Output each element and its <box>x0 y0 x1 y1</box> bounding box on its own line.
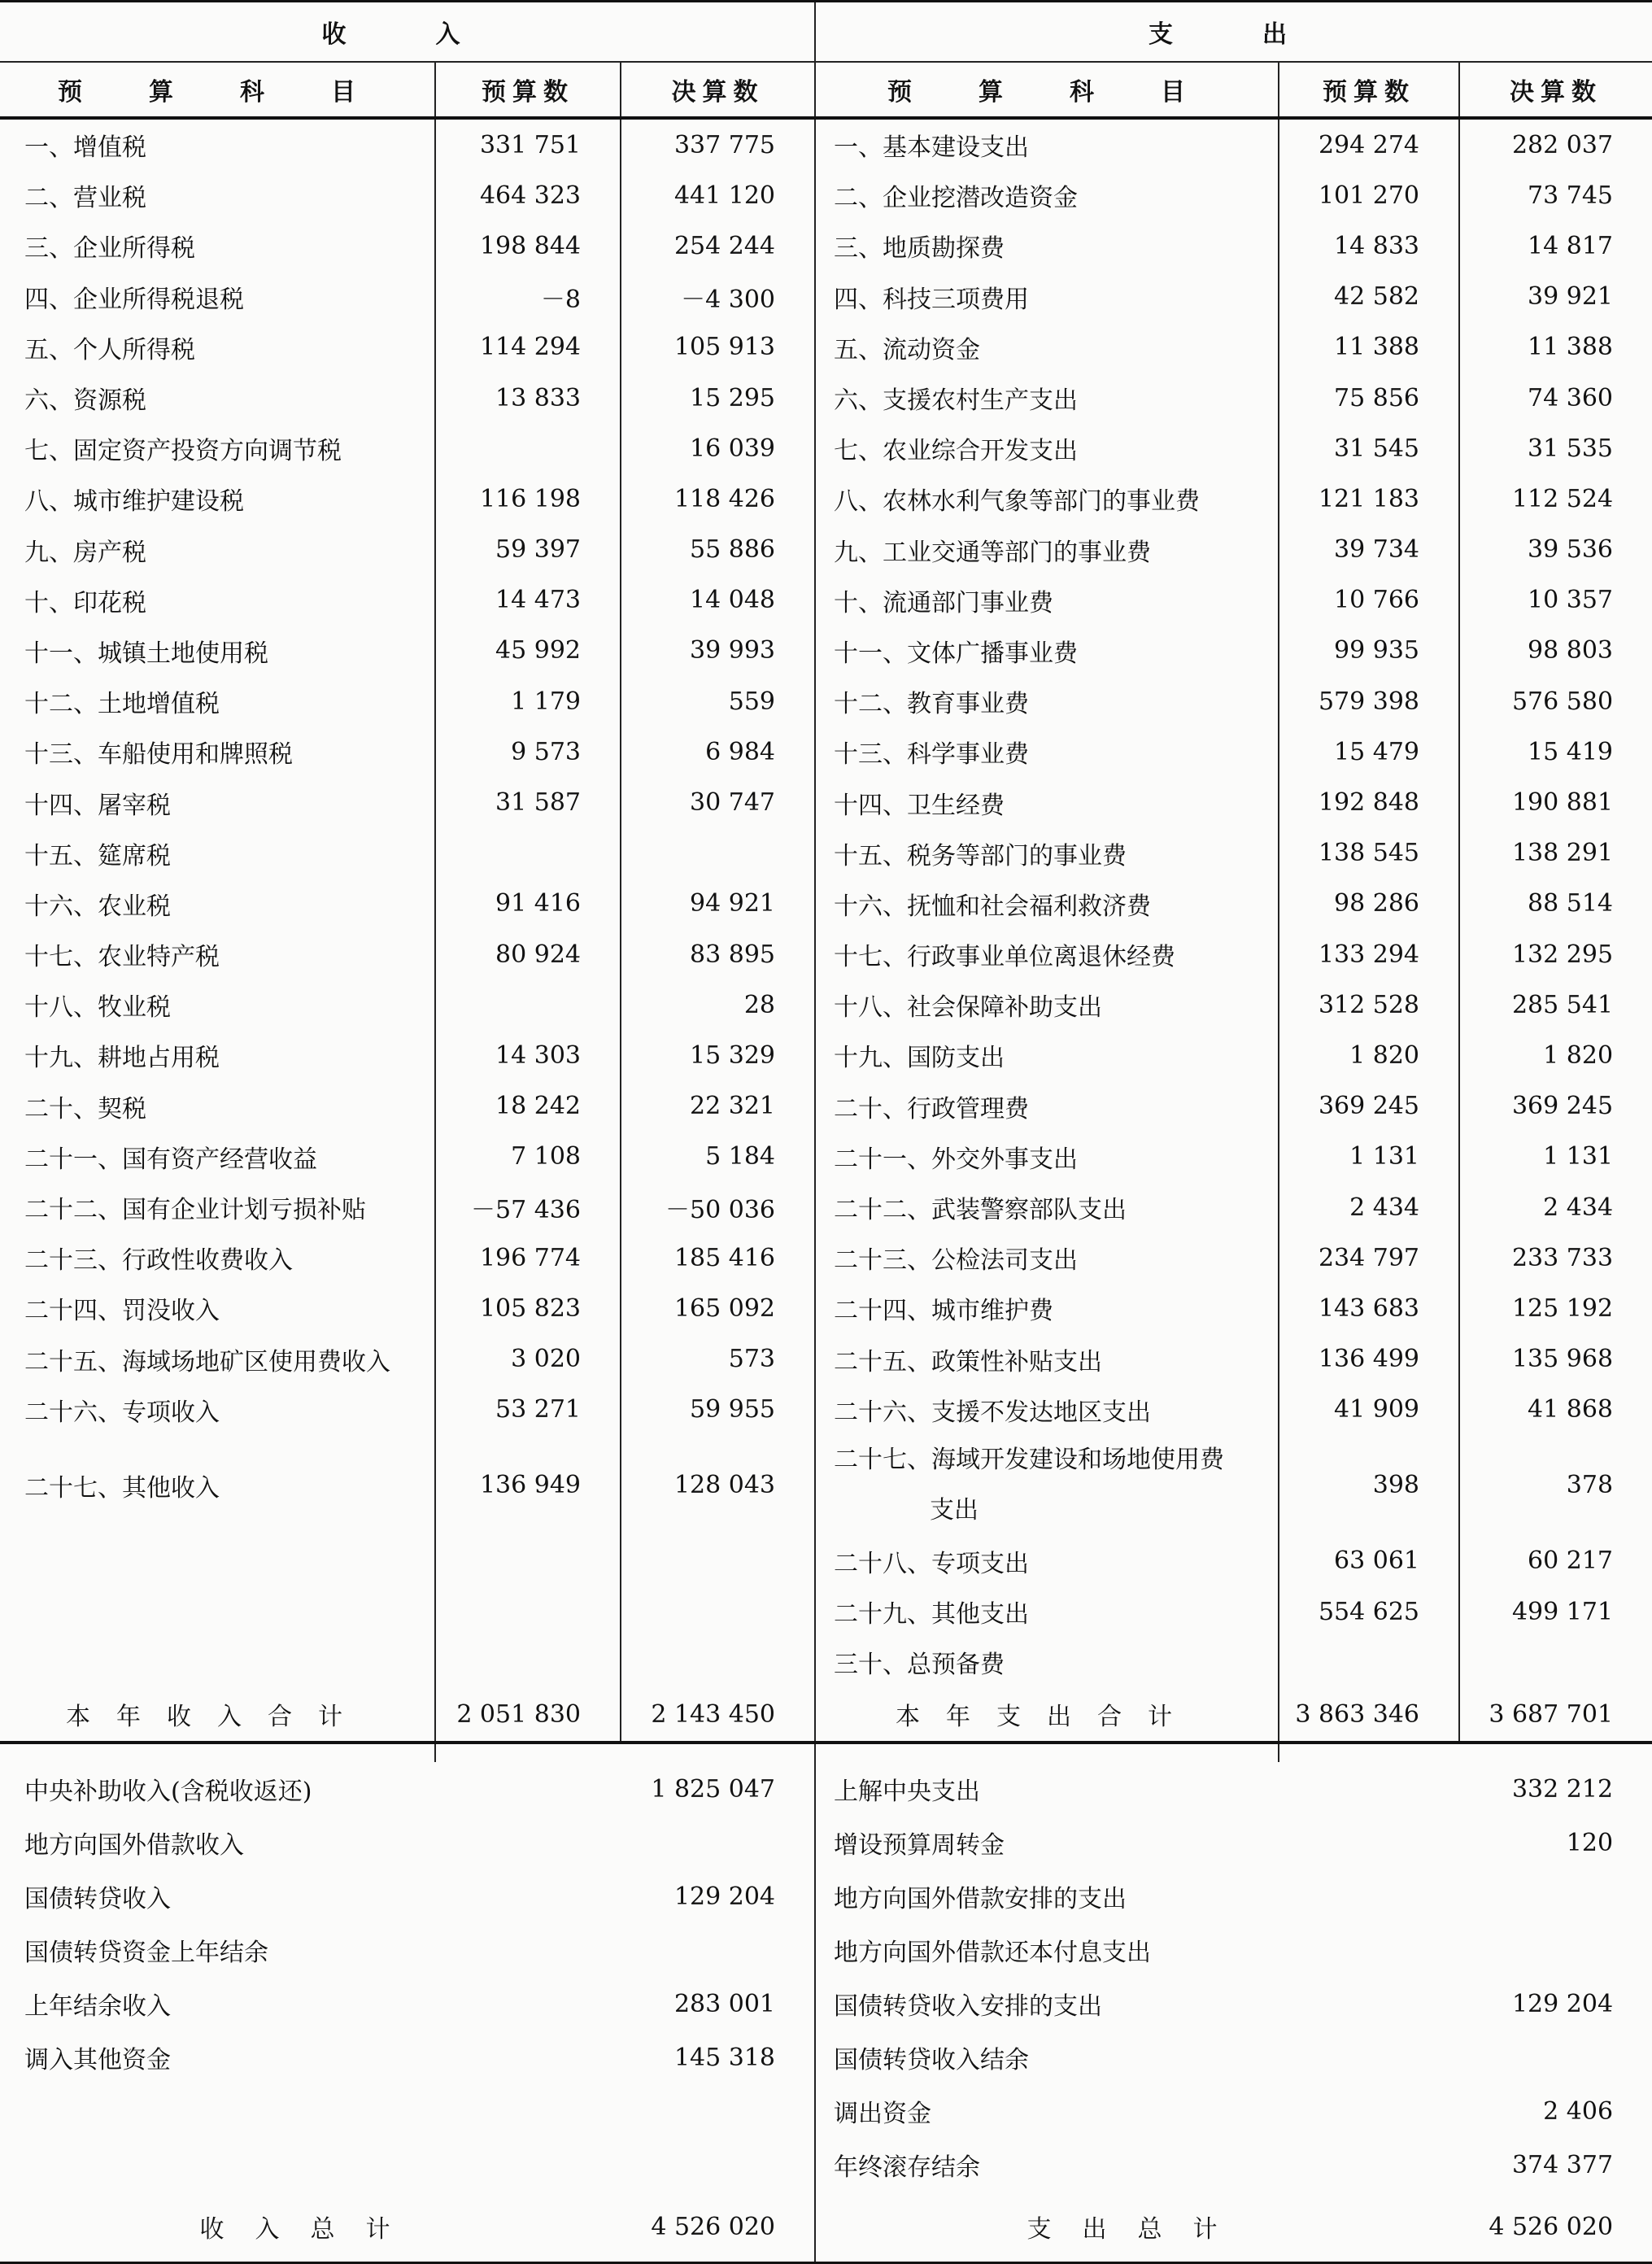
expenditure-final-value: 1 820 <box>1543 1040 1614 1070</box>
expenditure-section-title: 支 出 <box>815 2 1652 63</box>
expenditure-budget-value: 398 <box>1279 1435 1459 1536</box>
expenditure-final-value: 14 817 <box>1528 231 1614 260</box>
income-final-value: 128 043 <box>621 1435 815 1536</box>
income-final-value: 165 092 <box>621 1283 815 1333</box>
expenditure-budget-value: 14 833 <box>1279 220 1459 271</box>
table-row <box>0 1637 1652 1687</box>
income-item-name: 十三、车船使用和牌照税 <box>0 726 435 777</box>
expenditure-final-value: 88 514 <box>1528 889 1614 918</box>
expenditure-transfer-value <box>1459 2031 1652 2084</box>
table-row <box>0 575 1652 626</box>
income-budget-value: 91 416 <box>435 879 621 929</box>
income-budget-value: －8 <box>435 272 621 322</box>
income-final-value: 30 747 <box>621 777 815 827</box>
income-budget-value <box>435 1586 621 1637</box>
expenditure-budget-value: 98 286 <box>1279 879 1459 929</box>
expenditure-final-value: 31 535 <box>1528 434 1614 463</box>
expenditure-final-value: 74 360 <box>1528 383 1614 412</box>
spacer <box>815 1743 1279 1762</box>
income-budget-value: 9 573 <box>435 726 621 777</box>
income-budget-value: 136 949 <box>435 1435 621 1536</box>
expenditure-final-value: 285 541 <box>1511 990 1614 1019</box>
income-transfer-name <box>0 2138 621 2192</box>
expenditure-budget-value: 234 797 <box>1279 1232 1459 1283</box>
income-total-budget: 2 051 830 <box>435 1687 621 1743</box>
income-final-value: 6 984 <box>621 726 815 777</box>
expenditure-final-value: 60 217 <box>1528 1546 1614 1576</box>
income-item-name: 十七、农业特产税 <box>0 929 435 979</box>
table-row <box>0 118 1652 170</box>
expenditure-budget-value: 11 388 <box>1279 322 1459 373</box>
income-budget-value: 59 397 <box>435 525 621 575</box>
income-budget-value: 14 303 <box>435 1030 621 1080</box>
income-transfer-name: 国债转贷收入 <box>24 1885 171 1914</box>
expenditure-budget-value: 312 528 <box>1279 979 1459 1030</box>
expenditure-budget-value: 75 856 <box>1279 373 1459 423</box>
expenditure-budget-value: 136 499 <box>1279 1334 1459 1385</box>
spacer <box>0 1743 435 1762</box>
expenditure-budget-value: 554 625 <box>1279 1586 1459 1637</box>
income-transfer-name: 中央补助收入(含税收返还) <box>24 1778 312 1807</box>
income-item-name: 二十、契税 <box>0 1081 435 1132</box>
income-transfer-name: 国债转贷资金上年结余 <box>24 1939 268 1968</box>
expenditure-item-name: 九、工业交通等部门的事业费 <box>815 525 1279 575</box>
income-final-value: 14 048 <box>621 575 815 626</box>
spacer-row <box>0 1743 1652 1762</box>
expenditure-final-value: 10 357 <box>1528 586 1614 615</box>
expenditure-item-name: 八、农林水利气象等部门的事业费 <box>815 473 1279 524</box>
income-item-name: 四、企业所得税退税 <box>0 272 435 322</box>
income-final-value: 441 120 <box>621 170 815 220</box>
income-item-name: 五、个人所得税 <box>0 322 435 373</box>
expenditure-item-name: 二十三、公检法司支出 <box>815 1232 1279 1283</box>
expenditure-final-value: 132 295 <box>1511 940 1614 969</box>
expenditure-transfer-value: 2 406 <box>1543 2096 1614 2126</box>
spacer <box>1279 1743 1459 1762</box>
expenditure-final-value: 15 419 <box>1528 737 1614 766</box>
table-row <box>0 1536 1652 1586</box>
table-row <box>0 828 1652 879</box>
income-final-value: 16 039 <box>621 423 815 473</box>
expenditure-budget-value: 63 061 <box>1279 1536 1459 1586</box>
income-final-value: 28 <box>621 979 815 1030</box>
income-budget-value: 3 020 <box>435 1334 621 1385</box>
expenditure-budget-value: 579 398 <box>1279 676 1459 726</box>
income-item-name: 二十一、国有资产经营收益 <box>0 1132 435 1182</box>
income-budget-value <box>435 1637 621 1687</box>
table-row <box>0 1132 1652 1182</box>
expenditure-budget-value: 99 935 <box>1279 626 1459 676</box>
table-row <box>0 525 1652 575</box>
expenditure-final-value: 233 733 <box>1511 1243 1614 1272</box>
expenditure-item-name: 七、农业综合开发支出 <box>815 423 1279 473</box>
income-transfer-value: 283 001 <box>621 1977 815 2031</box>
table-row <box>0 676 1652 726</box>
income-item-name <box>0 1586 435 1637</box>
income-final-value: －4 300 <box>621 272 815 322</box>
table-row <box>0 423 1652 473</box>
expenditure-budget-value: 39 734 <box>1279 525 1459 575</box>
transfer-row <box>0 1816 1652 1869</box>
income-item-name: 二十七、其他收入 <box>0 1435 435 1536</box>
transfer-row <box>0 1923 1652 1977</box>
expenditure-budget-value: 138 545 <box>1279 828 1459 879</box>
expenditure-item-name: 二十四、城市维护费 <box>815 1283 1279 1333</box>
income-budget-value <box>435 979 621 1030</box>
table-row <box>0 726 1652 777</box>
income-item-name: 二、营业税 <box>0 170 435 220</box>
income-item-name: 十二、土地增值税 <box>0 676 435 726</box>
income-final-value: 55 886 <box>621 525 815 575</box>
expenditure-item-name: 十四、卫生经费 <box>815 777 1279 827</box>
income-budget-value: 7 108 <box>435 1132 621 1182</box>
expenditure-budget-header: 预算数 <box>1279 62 1459 118</box>
expenditure-transfer-name: 地方向国外借款安排的支出 <box>834 1885 1127 1914</box>
income-item-name: 二十五、海域场地矿区使用费收入 <box>0 1334 435 1385</box>
expenditure-final-header: 决算数 <box>1459 62 1652 118</box>
income-final-value: 337 775 <box>621 118 815 170</box>
income-transfer-name: 地方向国外借款收入 <box>24 1831 244 1860</box>
income-budget-value <box>435 423 621 473</box>
expenditure-final-value: 499 171 <box>1511 1597 1614 1626</box>
income-item-name <box>0 1536 435 1586</box>
income-final-value <box>621 1637 815 1687</box>
expenditure-budget-value: 42 582 <box>1279 272 1459 322</box>
income-transfer-name <box>0 2084 621 2138</box>
expenditure-total-label: 本年支出合计 <box>815 1687 1279 1743</box>
table-row <box>0 1182 1652 1232</box>
income-budget-value <box>435 828 621 879</box>
expenditure-transfer-name: 地方向国外借款还本付息支出 <box>834 1939 1152 1968</box>
transfer-row <box>0 1762 1652 1816</box>
expenditure-item-name-line1: 二十七、海域开发建设和场地使用费 <box>834 1445 1225 1474</box>
expenditure-budget-value: 192 848 <box>1279 777 1459 827</box>
income-budget-value: 198 844 <box>435 220 621 271</box>
table-row <box>0 322 1652 373</box>
expenditure-budget-value: 143 683 <box>1279 1283 1459 1333</box>
expenditure-final-value: 125 192 <box>1511 1293 1614 1323</box>
table-row <box>0 1081 1652 1132</box>
income-final-value: 94 921 <box>621 879 815 929</box>
expenditure-final-value: 282 037 <box>1511 130 1614 159</box>
table-row <box>0 777 1652 827</box>
expenditure-final-value: 11 388 <box>1528 333 1614 362</box>
income-item-name: 十一、城镇土地使用税 <box>0 626 435 676</box>
expenditure-budget-value: 10 766 <box>1279 575 1459 626</box>
income-final-value: 185 416 <box>621 1232 815 1283</box>
expenditure-transfer-value: 120 <box>1566 1828 1614 1857</box>
expenditure-final-value: 39 921 <box>1528 282 1614 312</box>
income-grand-total-value: 4 526 020 <box>621 2192 815 2263</box>
income-final-value: 559 <box>621 676 815 726</box>
expenditure-transfer-value: 332 212 <box>1511 1774 1614 1804</box>
expenditure-item-name: 十一、文体广播事业费 <box>815 626 1279 676</box>
income-final-value: 22 321 <box>621 1081 815 1132</box>
expenditure-item-name: 二十八、专项支出 <box>815 1536 1279 1586</box>
income-item-name: 十九、耕地占用税 <box>0 1030 435 1080</box>
income-final-value: 39 993 <box>621 626 815 676</box>
income-transfer-value: 129 204 <box>621 1869 815 1923</box>
table-row <box>0 473 1652 524</box>
income-transfer-value: 1 825 047 <box>621 1762 815 1816</box>
expenditure-final-value: 1 131 <box>1543 1142 1614 1171</box>
income-item-name: 九、房产税 <box>0 525 435 575</box>
table-row <box>0 1334 1652 1385</box>
transfer-row <box>0 1977 1652 2031</box>
income-final-header: 决算数 <box>621 62 815 118</box>
expenditure-item-name: 六、支援农村生产支出 <box>815 373 1279 423</box>
expenditure-item-name: 十七、行政事业单位离退休经费 <box>815 929 1279 979</box>
expenditure-transfer-name: 国债转贷收入安排的支出 <box>834 1992 1103 2022</box>
income-budget-value <box>435 1536 621 1586</box>
income-transfer-value <box>621 2138 815 2192</box>
expenditure-item-name: 二十二、武装警察部队支出 <box>815 1182 1279 1232</box>
expenditure-item-name: 二十六、支援不发达地区支出 <box>815 1385 1279 1435</box>
expenditure-budget-value <box>1279 1637 1459 1687</box>
expenditure-final-value: 190 881 <box>1511 788 1614 818</box>
transfer-row <box>0 2084 1652 2138</box>
income-item-name: 三、企业所得税 <box>0 220 435 271</box>
expenditure-budget-value: 369 245 <box>1279 1081 1459 1132</box>
expenditure-subject-header: 预 算 科 目 <box>815 62 1279 118</box>
expenditure-item-name: 二、企业挖潜改造资金 <box>815 170 1279 220</box>
income-total-label: 本年收入合计 <box>0 1687 435 1743</box>
expenditure-budget-value: 101 270 <box>1279 170 1459 220</box>
income-final-value: 59 955 <box>621 1385 815 1435</box>
income-final-value <box>621 1536 815 1586</box>
expenditure-transfer-name: 国债转贷收入结余 <box>834 2046 1030 2075</box>
expenditure-item-name: 十、流通部门事业费 <box>815 575 1279 626</box>
income-item-name: 二十三、行政性收费收入 <box>0 1232 435 1283</box>
income-budget-value: 53 271 <box>435 1385 621 1435</box>
income-budget-header: 预算数 <box>435 62 621 118</box>
income-final-value <box>621 828 815 879</box>
income-item-name: 十、印花税 <box>0 575 435 626</box>
expenditure-final-value: 378 <box>1566 1471 1614 1500</box>
expenditure-budget-value: 294 274 <box>1279 118 1459 170</box>
expenditure-transfer-value: 374 377 <box>1511 2150 1614 2179</box>
expenditure-final-value: 138 291 <box>1511 839 1614 868</box>
expenditure-grand-total-value: 4 526 020 <box>1459 2192 1652 2263</box>
expenditure-budget-value: 133 294 <box>1279 929 1459 979</box>
income-item-name: 二十六、专项收入 <box>0 1385 435 1435</box>
expenditure-budget-value: 41 909 <box>1279 1385 1459 1435</box>
transfer-row <box>0 2031 1652 2084</box>
table-row <box>0 220 1652 271</box>
income-budget-value: 1 179 <box>435 676 621 726</box>
table-row <box>0 170 1652 220</box>
income-transfer-value <box>621 1923 815 1977</box>
expenditure-item-name: 二十五、政策性补贴支出 <box>815 1334 1279 1385</box>
income-final-value: 105 913 <box>621 322 815 373</box>
income-item-name: 七、固定资产投资方向调节税 <box>0 423 435 473</box>
spacer <box>621 1743 815 1762</box>
table-row <box>0 1030 1652 1080</box>
expenditure-transfer-name: 上解中央支出 <box>834 1778 981 1807</box>
expenditure-item-name: 十二、教育事业费 <box>815 676 1279 726</box>
expenditure-transfer-value: 129 204 <box>1511 1989 1614 2018</box>
expenditure-item-name: 十六、抚恤和社会福利救济费 <box>815 879 1279 929</box>
income-final-value: 118 426 <box>621 473 815 524</box>
expenditure-final-value: 73 745 <box>1528 181 1614 210</box>
table-row <box>0 373 1652 423</box>
income-budget-value: 114 294 <box>435 322 621 373</box>
income-final-value: 254 244 <box>621 220 815 271</box>
income-final-value: 15 329 <box>621 1030 815 1080</box>
income-budget-value: －57 436 <box>435 1182 621 1232</box>
income-budget-value: 80 924 <box>435 929 621 979</box>
column-header-row <box>0 62 1652 118</box>
income-budget-value: 116 198 <box>435 473 621 524</box>
grand-total-row <box>0 2192 1652 2263</box>
table-row <box>0 879 1652 929</box>
transfer-row <box>0 1869 1652 1923</box>
expenditure-total-budget: 3 863 346 <box>1279 1687 1459 1743</box>
income-item-name <box>0 1637 435 1687</box>
annual-total-row <box>0 1687 1652 1743</box>
expenditure-budget-value: 2 434 <box>1279 1182 1459 1232</box>
expenditure-final-value: 112 524 <box>1511 484 1614 513</box>
expenditure-budget-value: 31 545 <box>1279 423 1459 473</box>
expenditure-budget-value: 1 820 <box>1279 1030 1459 1080</box>
expenditure-item-name: 二十九、其他支出 <box>815 1586 1279 1637</box>
income-item-name: 十六、农业税 <box>0 879 435 929</box>
expenditure-transfer-name: 增设预算周转金 <box>834 1831 1005 1860</box>
table-row <box>0 1586 1652 1637</box>
income-final-value: 573 <box>621 1334 815 1385</box>
income-total-final: 2 143 450 <box>621 1687 815 1743</box>
expenditure-transfer-value <box>1459 1923 1652 1977</box>
income-final-value: 5 184 <box>621 1132 815 1182</box>
income-transfer-value <box>621 2084 815 2138</box>
income-budget-value: 331 751 <box>435 118 621 170</box>
income-item-name: 十五、筵席税 <box>0 828 435 879</box>
expenditure-final-value: 98 803 <box>1528 636 1614 665</box>
income-budget-value: 196 774 <box>435 1232 621 1283</box>
income-item-name: 二十二、国有企业计划亏损补贴 <box>0 1182 435 1232</box>
expenditure-final-value: 369 245 <box>1511 1092 1614 1121</box>
income-subject-header: 预 算 科 目 <box>0 62 435 118</box>
table-row <box>0 1232 1652 1283</box>
table-row <box>0 1283 1652 1333</box>
income-transfer-name: 调入其他资金 <box>24 2046 171 2075</box>
spacer <box>1459 1743 1652 1762</box>
expenditure-item-name: 二十一、外交外事支出 <box>815 1132 1279 1182</box>
expenditure-item-name: 三十、总预备费 <box>815 1637 1279 1687</box>
spacer <box>435 1743 621 1762</box>
table-row <box>0 626 1652 676</box>
income-section-title: 收 入 <box>0 2 815 63</box>
expenditure-item-name: 五、流动资金 <box>815 322 1279 373</box>
income-final-value: 83 895 <box>621 929 815 979</box>
income-item-name: 一、增值税 <box>0 118 435 170</box>
table-row <box>0 1435 1652 1536</box>
expenditure-item-name: 十三、科学事业费 <box>815 726 1279 777</box>
expenditure-transfer-name: 调出资金 <box>834 2100 932 2129</box>
expenditure-total-final: 3 687 701 <box>1459 1687 1652 1743</box>
income-item-name: 二十四、罚没收入 <box>0 1283 435 1333</box>
expenditure-transfer-value <box>1459 1869 1652 1923</box>
income-budget-value: 18 242 <box>435 1081 621 1132</box>
expenditure-final-value: 2 434 <box>1543 1193 1614 1222</box>
income-budget-value: 31 587 <box>435 777 621 827</box>
expenditure-budget-value: 1 131 <box>1279 1132 1459 1182</box>
expenditure-budget-value: 121 183 <box>1279 473 1459 524</box>
income-grand-total-label: 收入总计 <box>0 2192 621 2263</box>
expenditure-final-value: 576 580 <box>1511 687 1614 716</box>
income-final-value: －50 036 <box>621 1182 815 1232</box>
income-transfer-value: 145 318 <box>621 2031 815 2084</box>
expenditure-item-name: 十五、税务等部门的事业费 <box>815 828 1279 879</box>
table-row <box>0 1385 1652 1435</box>
expenditure-final-value <box>1459 1637 1652 1687</box>
income-final-value <box>621 1586 815 1637</box>
table-row <box>0 272 1652 322</box>
income-budget-value: 105 823 <box>435 1283 621 1333</box>
expenditure-item-name <box>815 1435 1279 1536</box>
expenditure-item-name: 一、基本建设支出 <box>815 118 1279 170</box>
expenditure-item-name: 三、地质勘探费 <box>815 220 1279 271</box>
income-final-value: 15 295 <box>621 373 815 423</box>
expenditure-item-name: 十九、国防支出 <box>815 1030 1279 1080</box>
expenditure-final-value: 135 968 <box>1511 1345 1614 1374</box>
income-item-name: 八、城市维护建设税 <box>0 473 435 524</box>
expenditure-final-value: 41 868 <box>1528 1395 1614 1424</box>
expenditure-budget-value: 15 479 <box>1279 726 1459 777</box>
income-budget-value: 13 833 <box>435 373 621 423</box>
income-budget-value: 45 992 <box>435 626 621 676</box>
transfer-row <box>0 2138 1652 2192</box>
expenditure-item-name: 十八、社会保障补助支出 <box>815 979 1279 1030</box>
expenditure-grand-total-label: 支出总计 <box>815 2192 1459 2263</box>
income-transfer-name: 上年结余收入 <box>24 1992 171 2022</box>
section-header-row <box>0 2 1652 63</box>
income-budget-value: 14 473 <box>435 575 621 626</box>
income-item-name: 十八、牧业税 <box>0 979 435 1030</box>
income-transfer-value <box>621 1816 815 1869</box>
table-row <box>0 979 1652 1030</box>
expenditure-item-name: 二十、行政管理费 <box>815 1081 1279 1132</box>
table-row <box>0 929 1652 979</box>
expenditure-transfer-name: 年终滚存结余 <box>834 2153 981 2183</box>
income-budget-value: 464 323 <box>435 170 621 220</box>
expenditure-item-name-line2: 支出 <box>930 1495 979 1525</box>
income-item-name: 十四、屠宰税 <box>0 777 435 827</box>
expenditure-final-value: 39 536 <box>1528 535 1614 565</box>
expenditure-item-name: 四、科技三项费用 <box>815 272 1279 322</box>
income-item-name: 六、资源税 <box>0 373 435 423</box>
